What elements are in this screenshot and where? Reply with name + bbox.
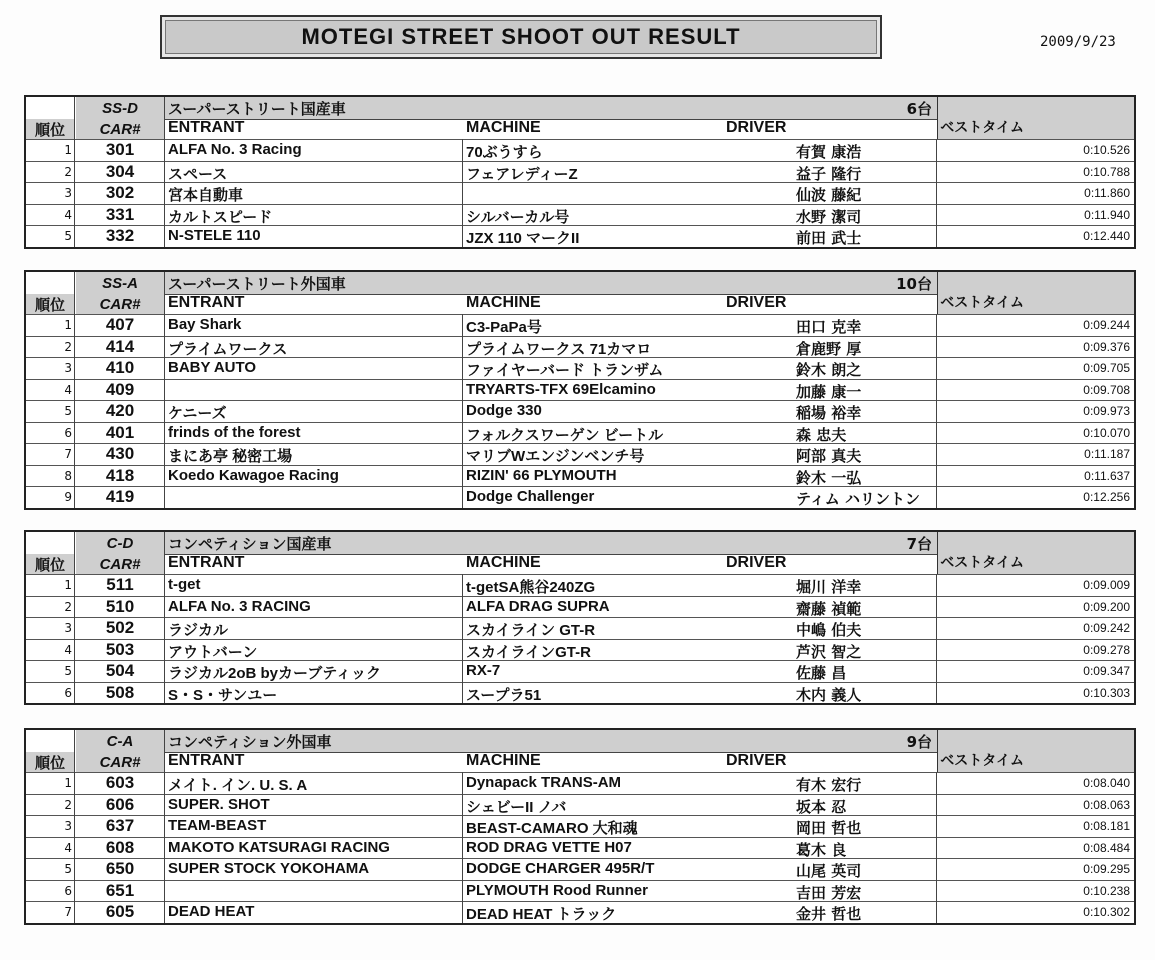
rank-cell: 5 — [64, 664, 72, 678]
car-number-header: CAR# — [76, 752, 165, 772]
car-number-cell: 605 — [105, 902, 135, 921]
table-row — [26, 400, 1134, 422]
column-divider — [74, 532, 75, 703]
car-number-cell: 409 — [105, 379, 135, 399]
entry-count: 9台 — [906, 733, 932, 751]
column-divider — [936, 139, 937, 247]
machine-cell: DODGE CHARGER 495R/T — [466, 860, 655, 877]
driver-cell: 加藤 康一 — [796, 382, 862, 401]
entrant-cell: DEAD HEAT — [168, 903, 255, 920]
section-header — [26, 532, 1134, 574]
entry-count: 10台 — [896, 275, 932, 293]
best-time-cell: 0:12.440 — [1083, 229, 1130, 243]
best-time-cell: 0:10.303 — [1083, 685, 1130, 700]
driver-cell: 前田 武士 — [796, 229, 862, 247]
machine-cell: RX-7 — [466, 662, 501, 679]
table-row — [26, 815, 1134, 837]
table-row — [26, 486, 1134, 508]
entry-count: 6台 — [906, 100, 932, 118]
class-section-ss-a — [24, 270, 1136, 510]
machine-cell: TRYARTS-TFX 69Elcamino — [466, 380, 656, 398]
driver-cell: 倉鹿野 厚 — [796, 339, 862, 358]
best-time-cell: 0:08.181 — [1083, 819, 1130, 833]
class-name: コンペティション外国車 — [168, 733, 332, 751]
car-number-cell: 414 — [105, 336, 135, 356]
column-divider — [936, 574, 937, 703]
column-divider — [74, 730, 75, 923]
entrant-header: ENTRANT — [168, 752, 245, 769]
driver-cell: 中嶋 伯夫 — [796, 621, 862, 639]
car-number-cell: 508 — [105, 682, 135, 702]
car-number-cell: 407 — [105, 315, 135, 334]
driver-cell: 水野 潔司 — [796, 207, 862, 226]
machine-cell: ファイヤーバード トランザム — [466, 362, 664, 379]
driver-cell: 田口 克幸 — [796, 318, 862, 336]
entrant-cell: ケニーズ — [168, 405, 227, 422]
machine-cell: スカイライン GT-R — [466, 622, 596, 639]
best-time-header: ベストタイム — [940, 555, 1024, 571]
driver-cell: 有木 宏行 — [796, 776, 862, 794]
entry-count: 7台 — [906, 535, 932, 553]
entrant-cell: まにあ亭 秘密工場 — [168, 448, 293, 465]
best-time-header: ベストタイム — [940, 120, 1024, 136]
class-name: スーパーストリート国産車 — [168, 100, 346, 118]
machine-cell: Dodge Challenger — [466, 488, 595, 505]
machine-cell: マリブWエンジンベンチ号 — [466, 448, 645, 465]
table-row — [26, 379, 1134, 401]
class-section-c-a — [24, 728, 1136, 925]
car-number-header: CAR# — [76, 554, 165, 574]
best-time-cell: 0:09.376 — [1083, 339, 1130, 354]
entrant-cell: frinds of the forest — [168, 423, 301, 441]
driver-cell: 齋藤 禎範 — [796, 599, 862, 618]
car-number-cell: 650 — [105, 859, 135, 878]
car-number-cell: 511 — [106, 575, 134, 594]
driver-header: DRIVER — [726, 554, 787, 571]
rank-header: 順位 — [26, 294, 75, 314]
car-number-cell: 603 — [105, 773, 135, 792]
machine-cell: スカイラインGT-R — [466, 643, 591, 661]
driver-header: DRIVER — [726, 294, 787, 311]
table-row — [26, 139, 1134, 161]
best-time-cell: 0:09.973 — [1083, 404, 1130, 418]
machine-header: MACHINE — [466, 294, 541, 311]
car-number-cell: 419 — [105, 487, 135, 506]
machine-header: MACHINE — [466, 119, 541, 136]
column-divider — [936, 314, 937, 508]
entrant-cell: S・S・サンユー — [168, 686, 278, 704]
machine-cell: スープラ51 — [466, 686, 542, 704]
column-divider — [74, 272, 75, 508]
rank-cell: 3 — [64, 186, 72, 200]
car-number-cell: 430 — [105, 444, 135, 463]
machine-cell: プライムワークス 71カマロ — [466, 340, 652, 358]
rank-cell: 4 — [64, 840, 72, 855]
driver-cell: 仙波 藤紀 — [796, 186, 862, 204]
class-section-c-d — [24, 530, 1136, 705]
table-row — [26, 837, 1134, 859]
table-row — [26, 314, 1134, 336]
rank-cell: 1 — [64, 143, 72, 157]
entrant-cell: ALFA No. 3 Racing — [168, 141, 302, 158]
best-time-cell: 0:09.200 — [1083, 599, 1130, 614]
class-code: C-D — [76, 532, 165, 554]
rank-cell: 5 — [64, 229, 72, 243]
best-time-cell: 0:10.070 — [1083, 425, 1130, 440]
table-row — [26, 660, 1134, 682]
best-time-cell: 0:10.302 — [1083, 905, 1130, 919]
table-row — [26, 772, 1134, 794]
best-time-cell: 0:08.484 — [1083, 840, 1130, 855]
entrant-cell: SUPER STOCK YOKOHAMA — [168, 860, 370, 877]
entrant-cell: TEAM-BEAST — [168, 817, 267, 834]
entrant-cell: メイト. イン. U. S. A — [168, 777, 308, 794]
table-row — [26, 161, 1134, 183]
best-time-cell: 0:09.244 — [1083, 318, 1130, 332]
best-time-cell: 0:09.242 — [1083, 621, 1130, 635]
machine-cell: 70ぶうすら — [466, 144, 543, 161]
class-section-ss-d — [24, 95, 1136, 249]
entrant-cell: カルトスピード — [168, 208, 273, 226]
best-time-cell: 0:09.295 — [1083, 862, 1130, 876]
best-time-cell: 0:09.708 — [1083, 382, 1130, 397]
rank-cell: 4 — [64, 207, 72, 222]
entrant-cell: N-STELE 110 — [168, 227, 261, 244]
machine-cell: シルバーカル号 — [466, 208, 570, 226]
driver-cell: 堀川 洋幸 — [796, 578, 862, 596]
column-divider — [462, 772, 463, 923]
machine-cell: t-getSA熊谷240ZG — [466, 579, 596, 596]
best-time-cell: 0:11.940 — [1084, 207, 1130, 222]
column-divider — [74, 97, 75, 247]
machine-cell: C3-PaPa号 — [466, 319, 542, 336]
table-row — [26, 336, 1134, 358]
car-number-cell: 302 — [105, 183, 135, 202]
machine-cell: Dynapack TRANS-AM — [466, 774, 622, 791]
table-row — [26, 422, 1134, 444]
rank-cell: 4 — [64, 382, 72, 397]
section-header — [26, 272, 1134, 314]
entrant-cell: MAKOTO KATSURAGI RACING — [168, 838, 390, 856]
table-row — [26, 357, 1134, 379]
machine-cell: PLYMOUTH Rood Runner — [466, 881, 648, 899]
table-row — [26, 225, 1134, 247]
class-code: SS-D — [76, 97, 165, 119]
entrant-cell: Bay Shark — [168, 316, 242, 333]
driver-header: DRIVER — [726, 752, 787, 769]
machine-cell: ROD DRAG VETTE H07 — [466, 838, 632, 856]
column-divider — [164, 272, 165, 508]
driver-cell: 益子 隆行 — [796, 164, 862, 183]
driver-cell: 吉田 芳宏 — [796, 883, 862, 902]
driver-cell: 稲場 裕幸 — [796, 404, 862, 422]
car-number-header: CAR# — [76, 119, 165, 139]
rank-cell: 2 — [64, 339, 72, 354]
rank-header: 順位 — [26, 752, 75, 772]
entrant-header: ENTRANT — [168, 294, 245, 311]
best-time-header: ベストタイム — [940, 295, 1024, 311]
rank-cell: 2 — [64, 797, 72, 812]
driver-cell: 鈴木 一弘 — [796, 468, 862, 487]
rank-cell: 1 — [64, 578, 72, 592]
driver-cell: 山尾 英司 — [796, 862, 862, 880]
rank-cell: 3 — [64, 361, 72, 375]
best-time-cell: 0:10.788 — [1083, 164, 1130, 179]
class-code: SS-A — [76, 272, 165, 294]
driver-cell: 坂本 忍 — [796, 797, 847, 816]
car-number-cell: 502 — [105, 618, 135, 637]
machine-cell: シェビーII ノバ — [466, 798, 567, 816]
table-row — [26, 596, 1134, 618]
car-number-header: CAR# — [76, 294, 165, 314]
best-time-header: ベストタイム — [940, 753, 1024, 769]
rank-header: 順位 — [26, 119, 75, 139]
driver-cell: 岡田 哲也 — [796, 819, 862, 837]
best-time-cell: 0:08.063 — [1083, 797, 1130, 812]
entrant-header: ENTRANT — [168, 119, 245, 136]
entrant-cell: アウトバーン — [168, 643, 258, 661]
best-time-cell: 0:09.009 — [1083, 578, 1130, 592]
rank-header: 順位 — [26, 554, 75, 574]
car-number-cell: 606 — [105, 794, 135, 814]
result-date: 2009/9/23 — [1040, 34, 1116, 50]
class-code: C-A — [76, 730, 165, 752]
column-divider — [164, 532, 165, 703]
rank-cell: 8 — [64, 468, 72, 483]
entrant-cell: t-get — [168, 576, 201, 593]
best-time-cell: 0:12.256 — [1083, 490, 1130, 504]
section-header — [26, 97, 1134, 139]
driver-cell: 阿部 真夫 — [796, 447, 862, 465]
section-header — [26, 730, 1134, 772]
car-number-cell: 410 — [105, 358, 135, 377]
driver-cell: 葛木 良 — [796, 840, 847, 859]
entrant-cell: SUPER. SHOT — [168, 795, 270, 813]
best-time-cell: 0:08.040 — [1083, 776, 1130, 790]
car-number-cell: 418 — [105, 465, 135, 485]
table-row — [26, 639, 1134, 661]
best-time-cell: 0:11.860 — [1084, 186, 1130, 200]
driver-cell: 森 忠夫 — [796, 425, 847, 444]
column-divider — [936, 772, 937, 923]
driver-cell: 芦沢 智之 — [796, 642, 862, 661]
best-time-cell: 0:09.278 — [1083, 642, 1130, 657]
car-number-cell: 301 — [105, 140, 135, 159]
machine-cell: フォルクスワーゲン ビートル — [466, 426, 664, 444]
rank-cell: 6 — [64, 685, 72, 700]
entrant-cell: ALFA No. 3 RACING — [168, 597, 311, 615]
column-divider — [462, 314, 463, 508]
car-number-cell: 401 — [105, 422, 135, 442]
entrant-cell: プライムワークス — [168, 340, 288, 358]
table-row — [26, 880, 1134, 902]
class-name: コンペティション国産車 — [168, 535, 332, 553]
table-row — [26, 682, 1134, 704]
rank-cell: 3 — [64, 621, 72, 635]
column-divider — [462, 574, 463, 703]
machine-cell: RIZIN' 66 PLYMOUTH — [466, 466, 617, 484]
column-divider — [164, 97, 165, 247]
machine-header: MACHINE — [466, 554, 541, 571]
rank-cell: 1 — [64, 776, 72, 790]
car-number-cell: 331 — [105, 204, 135, 224]
best-time-cell: 0:10.238 — [1083, 883, 1130, 898]
driver-cell: 鈴木 朗之 — [796, 361, 862, 379]
entrant-header: ENTRANT — [168, 554, 245, 571]
car-number-cell: 304 — [105, 161, 135, 181]
table-row — [26, 901, 1134, 923]
class-name: スーパーストリート外国車 — [168, 275, 346, 293]
rank-cell: 3 — [64, 819, 72, 833]
entrant-cell: ラジカル — [168, 622, 229, 639]
car-number-cell: 504 — [105, 661, 135, 680]
column-divider — [462, 139, 463, 247]
entrant-cell: ラジカル2oB byカーブティック — [168, 665, 382, 682]
column-divider — [164, 730, 165, 923]
rank-cell: 2 — [64, 164, 72, 179]
driver-cell: 佐藤 昌 — [796, 664, 847, 682]
rank-cell: 5 — [64, 862, 72, 876]
machine-cell: ALFA DRAG SUPRA — [466, 597, 610, 615]
best-time-cell: 0:09.705 — [1083, 361, 1130, 375]
table-row — [26, 182, 1134, 204]
car-number-cell: 420 — [105, 401, 135, 420]
table-row — [26, 574, 1134, 596]
driver-cell: 有賀 康浩 — [796, 143, 862, 161]
machine-cell: BEAST-CAMARO 大和魂 — [466, 820, 638, 837]
table-row — [26, 794, 1134, 816]
car-number-cell: 608 — [105, 837, 135, 857]
page-title: MOTEGI STREET SHOOT OUT RESULT — [160, 15, 882, 59]
car-number-cell: 510 — [105, 596, 135, 616]
rank-cell: 5 — [64, 404, 72, 418]
driver-cell: 金井 哲也 — [796, 905, 862, 923]
best-time-cell: 0:09.347 — [1083, 664, 1130, 678]
machine-cell: JZX 110 マークII — [466, 230, 580, 247]
driver-cell: ティム ハリントン — [796, 490, 921, 508]
car-number-cell: 637 — [105, 816, 135, 835]
machine-cell: DEAD HEAT トラック — [466, 906, 617, 923]
best-time-cell: 0:11.637 — [1084, 468, 1130, 483]
best-time-cell: 0:10.526 — [1083, 143, 1130, 157]
driver-header: DRIVER — [726, 119, 787, 136]
rank-cell: 2 — [64, 599, 72, 614]
rank-cell: 6 — [64, 883, 72, 898]
table-row — [26, 204, 1134, 226]
rank-cell: 4 — [64, 642, 72, 657]
entrant-cell: Koedo Kawagoe Racing — [168, 466, 339, 484]
machine-cell: フェアレディーZ — [466, 165, 578, 183]
car-number-cell: 332 — [105, 226, 135, 245]
rank-cell: 6 — [64, 425, 72, 440]
rank-cell: 9 — [64, 490, 72, 504]
rank-cell: 1 — [64, 318, 72, 332]
machine-header: MACHINE — [466, 752, 541, 769]
rank-cell: 7 — [64, 905, 72, 919]
entrant-cell: BABY AUTO — [168, 359, 257, 376]
rank-cell: 7 — [64, 447, 72, 461]
car-number-cell: 651 — [105, 880, 135, 900]
entrant-cell: スペース — [168, 165, 228, 183]
best-time-cell: 0:11.187 — [1084, 447, 1130, 461]
table-row — [26, 443, 1134, 465]
table-row — [26, 858, 1134, 880]
entrant-cell: 宮本自動車 — [168, 187, 244, 204]
driver-cell: 木内 義人 — [796, 685, 862, 704]
table-row — [26, 617, 1134, 639]
car-number-cell: 503 — [105, 639, 135, 659]
table-row — [26, 465, 1134, 487]
machine-cell: Dodge 330 — [466, 402, 542, 419]
